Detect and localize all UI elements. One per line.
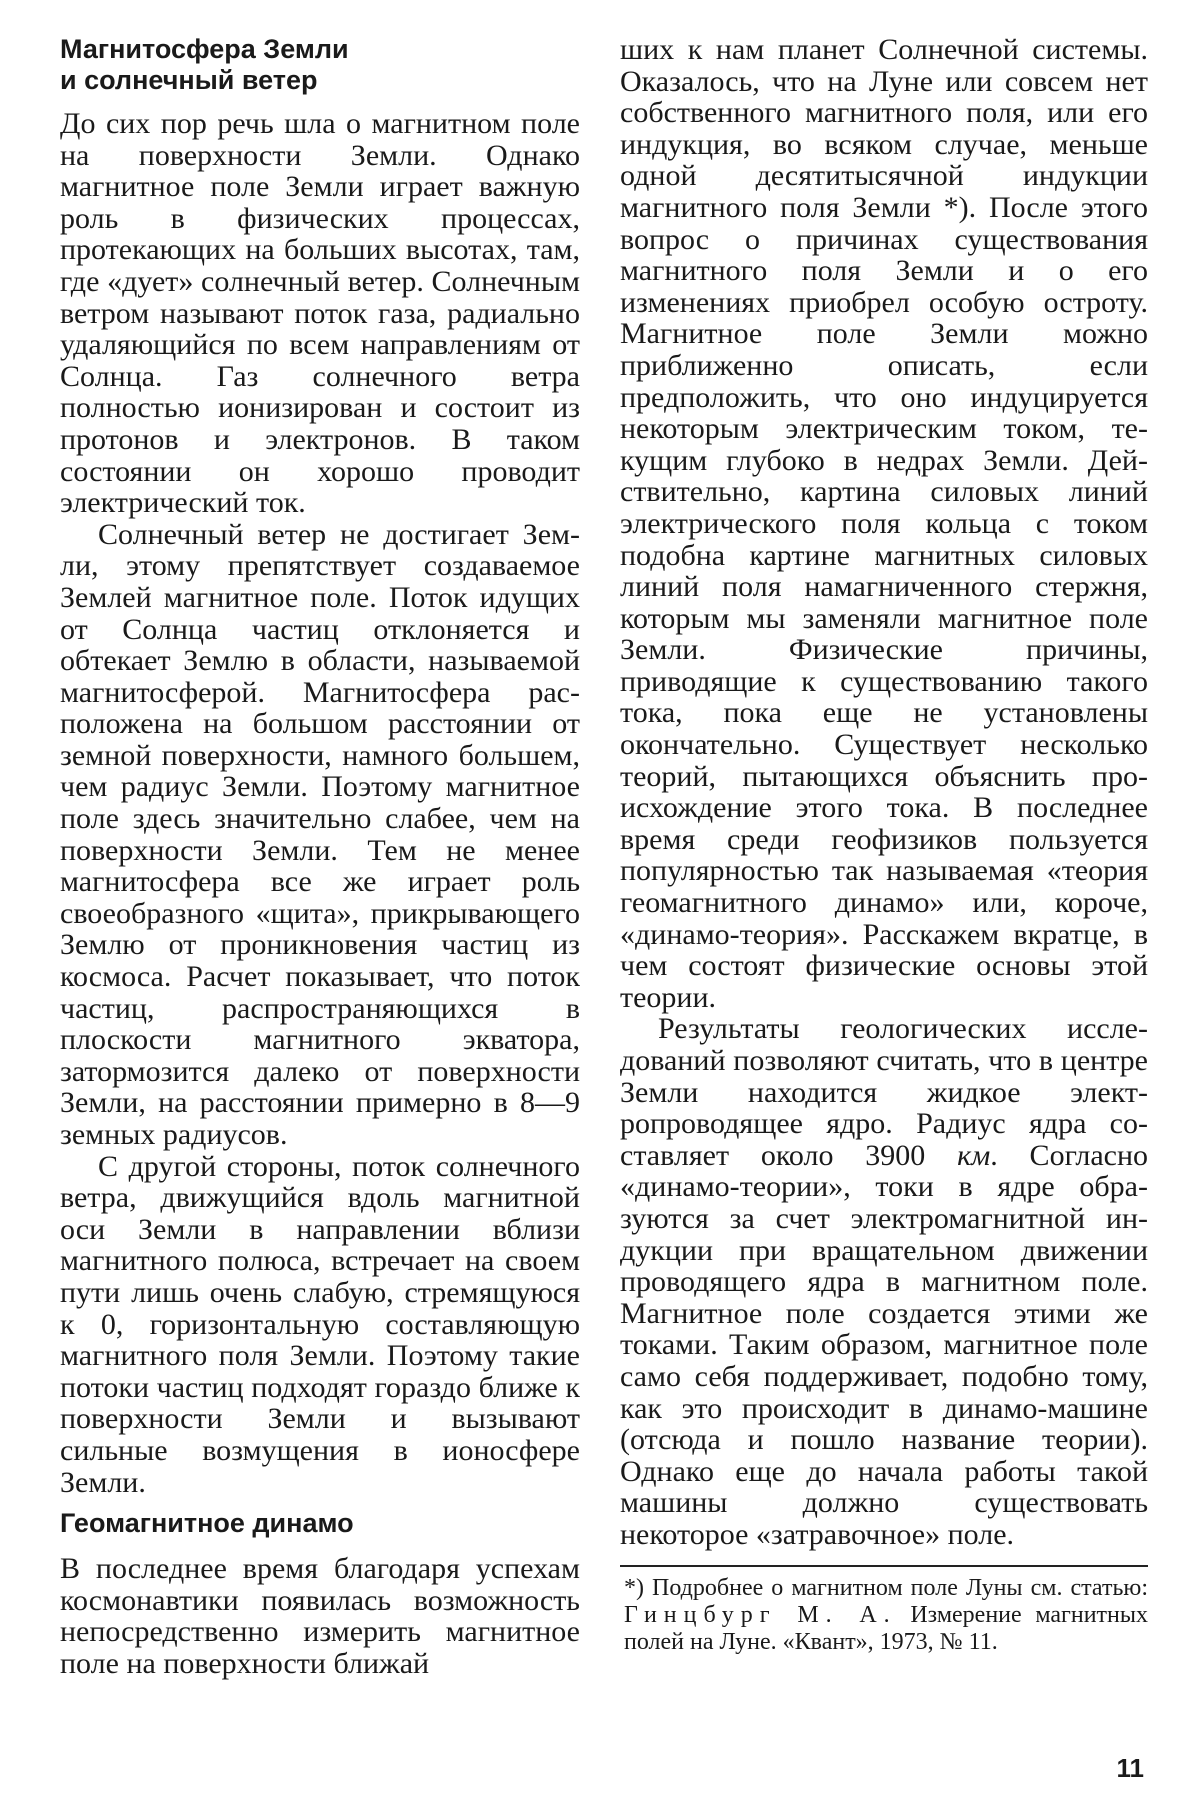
section-heading-magnetosphere: Магнитосфера Земли и солнечный ветер	[60, 34, 349, 95]
footnote-rest: Измерение магнитных полей на Луне. «Квант», 1973, № 11.	[624, 1601, 1148, 1655]
paragraph: С другой стороны, поток солнечного ветра, движущийся вдоль магнитной оси Земли в направлении вблизи магнитного полюса, встречает на своем пути лишь очень слабую, стремящуюся к 0, горизонтальную составляющую магнитного поля Земли. Поэтому такие потоки частиц подходят гораздо ближе к поверхности Земли и вызывают сильные возмущения в ионосфере Земли.	[60, 1149, 580, 1499]
paragraph: Солнечный ветер не достигает Земли, этому препятствует создаваемое Землей магнитное поле. Поток идущих от Солнца частиц отклоняется и обтекает Землю в области, называемой магнитосферой. Магнитосфера расположена на большом расстоянии от земной поверхности, намного большем, чем радиус Земли. Поэтому магнитное поле здесь значительно слабее, чем на поверхности Земли. Тем не менее магнитосфера все же играет роль своеобразного «щита», прикрывающего Землю от проникновения частиц из космоса. Расчет показывает, что поток частиц, распространяющихся в плоскости магнитного экватора, затормозится далеко от поверхности Земли, на расстоянии примерно в 8—9 земных радиусов.	[60, 517, 580, 1151]
paragraph: ших к нам планет Солнечной системы. Оказалось, что на Луне или совсем нет собственного магнитного поля, или его индукция, во всяком случае, меньше одной десятитысячной индукции магнитного поля Земли *). После этого вопрос о причинах существования магнитного поля Земли и о его изменениях приобрел особую остроту. Магнитное поле Земли можно приближенно описать, если предположить, что оно индуцируется некоторым электрическим током, текущим глубоко в недрах Земли. Действительно, картина силовых линий электрического поля кольца с током подобна картине магнитных силовых линий поля намагниченного стержня, которым мы заменяли магнитное поле Земли. Физические причины, приводящие к существованию такого тока, пока еще не установлены окончательно. Существует несколько теорий, пытающихся объяснить происхождение этого тока. В последнее время среди геофизиков пользуется популярностью так называемая «теория геомагнитного динамо» или, короче, «динамо-теория». Расскажем вкратце, в чем состоят физические основы этой теории.	[620, 33, 1148, 1014]
paragraph-text: . Согласно «динамо-теории», токи в ядре образуются за счет электромагнитной индукции при вращательном движении проводящего ядра в магнитном поле. Магнитное поле создается этими же токами. Таким образом, магнитное поле само себя поддерживает, подобно тому, как это происходит в динамо-машине (отсюда и пошло название теории). Однако еще до начала работы такой машины должно существовать некоторое «затравочное» поле.	[620, 1138, 1149, 1551]
footnote-divider	[620, 1565, 1148, 1567]
section-heading-geodynamo: Геомагнитное динамо	[60, 1508, 354, 1539]
page-number: 11	[1116, 1753, 1144, 1783]
paragraph: До сих пор речь шла о магнитном поле на поверхности Земли. Однако магнитное поле Земли играет важную роль в физических процессах, протекающих на больших высотах, там, где «дует» солнечный ветер. Солнечным ветром называют поток газа, радиально удаляющийся по всем направлениям от Солнца. Газ солнечного ветра полностью ионизирован и состоит из протонов и электронов. В таком состоянии он хорошо проводит электрический ток.	[60, 107, 580, 520]
footnote-author: Гинцбург М. А.	[624, 1601, 897, 1628]
paragraph-text: Результаты геологических исследований позволяют считать, что в центре Земли находится жидкое электропроводящее ядро. Радиус ядра составляет около 3900	[620, 1012, 1148, 1172]
paragraph: В последнее время благодаря успехам космонавтики появилась возможность непосредственно измерить магнитное поле на поверхности ближай	[60, 1552, 580, 1680]
footnote	[620, 1575, 1148, 1656]
paragraph	[620, 1013, 1148, 1550]
footnote-lead: *) Подробнее о магнитном поле Луны см. статью:	[624, 1574, 1148, 1601]
left-column	[60, 34, 580, 1680]
unit-km: км	[957, 1138, 991, 1172]
right-column	[620, 34, 1148, 1656]
